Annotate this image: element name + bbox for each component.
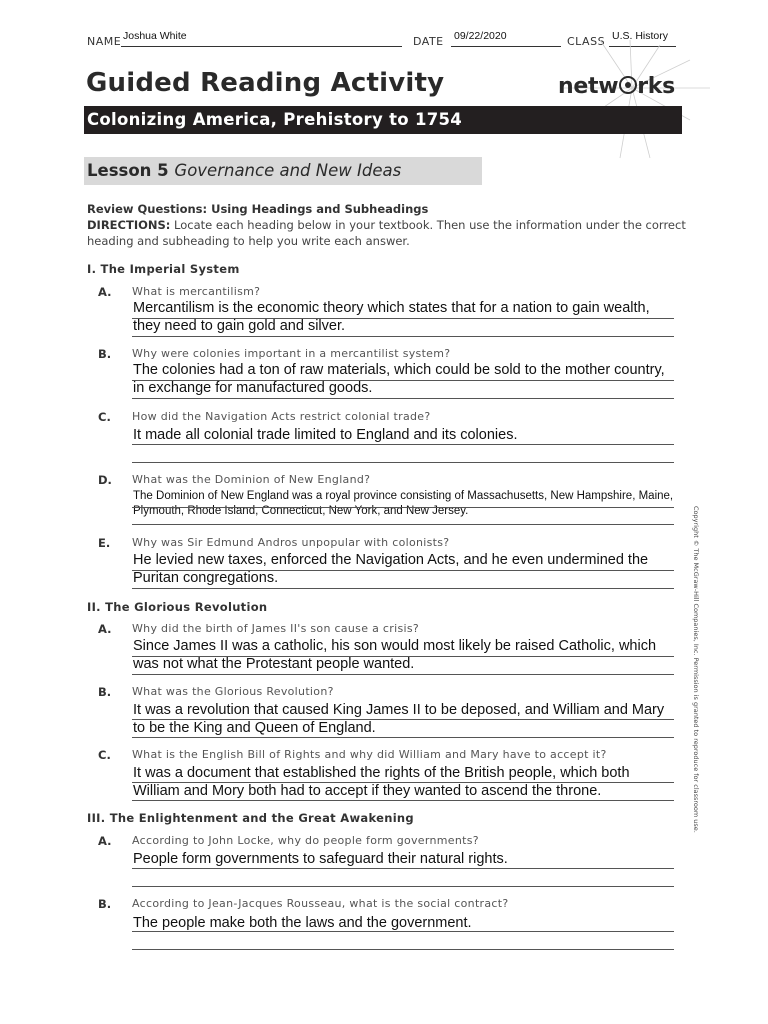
copyright-notice: Copyright © The McGraw-Hill Companies, Inc. Permission is granted to reproduce for classroom use. — [692, 506, 700, 833]
answer-field[interactable]: Mercantilism is the economic theory which states that for a nation to gain wealth, they need to gain gold and silver. — [133, 300, 650, 334]
answer-field[interactable]: It was a document that established the rights of the British people, which both William and Mory both had to accept if they wanted to ascend the throne. — [133, 765, 630, 799]
answer-line — [132, 336, 674, 337]
class-field[interactable]: U.S. History — [612, 30, 669, 42]
question-letter: D. — [98, 473, 112, 487]
question-text: What was the Glorious Revolution? — [132, 685, 334, 698]
gear-icon — [619, 76, 637, 94]
question-letter: A. — [98, 622, 112, 636]
question-text: How did the Navigation Acts restrict colonial trade? — [132, 410, 431, 423]
answer-field[interactable]: He levied new taxes, enforced the Navigation Acts, and he even undermined the Puritan congregations. — [133, 552, 649, 586]
logo-text-end: rks — [637, 74, 675, 99]
question-letter: C. — [98, 748, 111, 762]
date-label: DATE — [413, 35, 444, 48]
answer-field[interactable]: The people make both the laws and the government. — [133, 915, 472, 931]
answer-field[interactable]: The colonies had a ton of raw materials, which could be sold to the mother country, in exchange for manufactured goods. — [133, 362, 665, 396]
answer-field[interactable]: People form governments to safeguard their natural rights. — [133, 851, 508, 867]
answer-line — [132, 931, 674, 932]
chapter-band — [84, 106, 682, 134]
question-letter: B. — [98, 897, 112, 911]
answer-line — [132, 380, 674, 381]
answer-line — [132, 444, 674, 445]
answer-field[interactable]: Since James II was a catholic, his son would most likely be raised Catholic, which was not what the Protestant people wanted. — [133, 638, 657, 672]
lesson-band — [84, 157, 482, 185]
class-label: CLASS — [567, 35, 606, 48]
directions-text: Locate each heading below in your textbook. Then use the information under the correct heading and subheading to help you write each answer. — [87, 218, 686, 248]
question-letter: B. — [98, 685, 112, 699]
answer-line — [132, 462, 674, 463]
lesson-title: Governance and New Ideas — [174, 161, 402, 180]
question-letter: A. — [98, 834, 112, 848]
section-heading: II. The Glorious Revolution — [87, 600, 268, 614]
answer-field[interactable]: The Dominion of New England was a royal province consisting of Massachusetts, New Hampshire, Maine, Plymouth, Rhode Island, Connecticut, New York, and New Jersey. — [133, 490, 674, 517]
answer-line — [132, 737, 674, 738]
lesson-heading — [87, 161, 401, 180]
question-text: According to John Locke, why do people form governments? — [132, 834, 479, 847]
logo-text-start: netw — [558, 74, 619, 99]
answer-line — [132, 719, 674, 720]
answer-line — [132, 886, 674, 887]
answer-line — [132, 318, 674, 319]
question-text: Why were colonies important in a mercantilist system? — [132, 347, 451, 360]
answer-line — [132, 507, 674, 508]
starburst-decoration — [560, 40, 710, 160]
question-text: What was the Dominion of New England? — [132, 473, 371, 486]
question-letter: B. — [98, 347, 112, 361]
question-letter: E. — [98, 536, 111, 550]
name-field[interactable]: Joshua White — [123, 30, 187, 42]
answer-line — [132, 570, 674, 571]
answer-line — [132, 800, 674, 801]
answer-line — [132, 782, 674, 783]
answer-line — [132, 674, 674, 675]
question-text: Why was Sir Edmund Andros unpopular with colonists? — [132, 536, 450, 549]
question-letter: A. — [98, 285, 112, 299]
review-heading: Review Questions: Using Headings and Subheadings — [87, 202, 429, 216]
chapter-title: Colonizing America, Prehistory to 1754 — [87, 110, 463, 129]
answer-line — [132, 868, 674, 869]
answer-field[interactable]: It made all colonial trade limited to England and its colonies. — [133, 427, 518, 443]
answer-line — [132, 656, 674, 657]
section-heading: I. The Imperial System — [87, 262, 240, 276]
question-text: What is mercantilism? — [132, 285, 261, 298]
name-line — [121, 46, 402, 47]
section-heading: III. The Enlightenment and the Great Awakening — [87, 811, 414, 825]
date-line — [451, 46, 561, 47]
date-field[interactable]: 09/22/2020 — [454, 30, 507, 42]
lesson-number: Lesson 5 — [87, 161, 169, 180]
answer-line — [132, 588, 674, 589]
answer-line — [132, 524, 674, 525]
answer-line — [132, 949, 674, 950]
directions-label: DIRECTIONS: — [87, 218, 171, 232]
answer-line — [132, 398, 674, 399]
question-text: Why did the birth of James II's son cause a crisis? — [132, 622, 420, 635]
question-letter: C. — [98, 410, 111, 424]
networks-logo — [558, 74, 675, 99]
answer-field[interactable]: It was a revolution that caused King James II to be deposed, and William and Mary to be the King and Queen of England. — [133, 702, 665, 736]
name-label: NAME — [87, 35, 122, 48]
question-text: According to Jean-Jacques Rousseau, what is the social contract? — [132, 897, 509, 910]
directions — [87, 217, 687, 249]
page-title: Guided Reading Activity — [86, 68, 445, 98]
question-text: What is the English Bill of Rights and why did William and Mary have to accept it? — [132, 748, 607, 761]
